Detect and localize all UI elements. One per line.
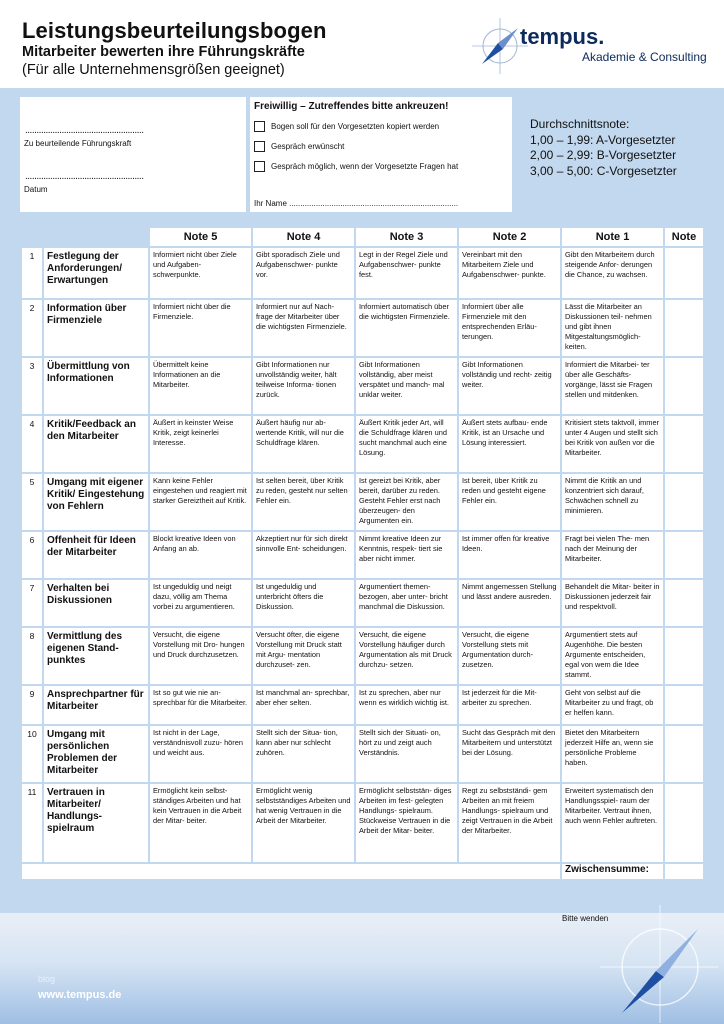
row-number: 6 <box>22 532 42 578</box>
name-label: Ihr Name <box>254 199 287 208</box>
rating-table <box>20 226 705 881</box>
rating-description-cell[interactable]: Argumentiert themen- bezogen, aber unter- bricht manchmal die Diskussion. <box>356 580 457 626</box>
brand-subtitle: Akademie & Consulting <box>582 50 707 64</box>
table-row <box>22 686 703 724</box>
rating-description-cell[interactable]: Ist ungeduldig und neigt dazu, völlig am Thema vorbei zu argumentieren. <box>150 580 251 626</box>
rating-description-cell[interactable]: Informiert nicht über Ziele und Aufgaben- schwerpunkte. <box>150 248 251 298</box>
footer-blog[interactable]: blog <box>38 974 56 984</box>
rating-description-cell[interactable]: Nimmt angemessen Stellung und lässt andere ausreden. <box>459 580 560 626</box>
note-entry-cell[interactable] <box>665 726 703 782</box>
header-note-3: Note 3 <box>356 228 457 246</box>
table-row <box>22 474 703 530</box>
row-number: 11 <box>22 784 42 862</box>
row-number: 4 <box>22 416 42 472</box>
average-label: Durchschnittsnote: <box>530 117 630 131</box>
rating-description-cell[interactable]: Blockt kreative Ideen von Anfang an ab. <box>150 532 251 578</box>
rating-description-cell[interactable]: Äußert stets aufbau- ende Kritik, ist an Ursache und Lösung interessiert. <box>459 416 560 472</box>
row-number: 8 <box>22 628 42 684</box>
table-row <box>22 248 703 298</box>
rating-description-cell[interactable]: Behandelt die Mitar- beiter in Diskussionen jederzeit fair und respektvoll. <box>562 580 663 626</box>
rating-description-cell[interactable]: Ist immer offen für kreative Ideen. <box>459 532 560 578</box>
criterion-label: Information über Firmenziele <box>44 300 148 356</box>
rating-description-cell[interactable]: Stellt sich der Situati- on, hört zu und zeigt auch Verständnis. <box>356 726 457 782</box>
rating-description-cell[interactable]: Äußert Kritik jeder Art, will die Schuldfrage klären und sucht manchmal auch eine Lösung. <box>356 416 457 472</box>
rating-description-cell[interactable]: Gibt Informationen vollständig und recht- zeitig weiter. <box>459 358 560 414</box>
rating-description-cell[interactable]: Ist zu sprechen, aber nur wenn es wirklich wichtig ist. <box>356 686 457 724</box>
rating-description-cell[interactable]: Legt in der Regel Ziele und Aufgabenschwer- punkte fest. <box>356 248 457 298</box>
rating-description-cell[interactable]: Äußert häufig nur ab- wertende Kritik, will nur die Schuldfrage klären. <box>253 416 354 472</box>
rating-description-cell[interactable]: Gibt sporadisch Ziele und Aufgabenschwer- punkte vor. <box>253 248 354 298</box>
subtotal-spacer <box>22 864 560 879</box>
header-note-5: Note 5 <box>150 228 251 246</box>
table-row <box>22 532 703 578</box>
rating-description-cell[interactable]: Informiert automatisch über die wichtigsten Firmenziele. <box>356 300 457 356</box>
rating-description-cell[interactable]: Vereinbart mit den Mitarbeitern Ziele und Aufgabenschwer- punkte. <box>459 248 560 298</box>
table-row <box>22 358 703 414</box>
note-entry-cell[interactable] <box>665 580 703 626</box>
rating-description-cell[interactable]: Gibt Informationen nur unvollständig weiter, hält teilweise Informa- tionen zurück. <box>253 358 354 414</box>
subtotal-row <box>22 864 703 879</box>
rating-description-cell[interactable]: Akzeptiert nur für sich direkt sinnvolle Ent- scheidungen. <box>253 532 354 578</box>
rating-description-cell[interactable]: Lässt die Mitarbeiter an Diskussionen teil- nehmen und gibt ihnen Mitgestaltungsmöglich- keiten. <box>562 300 663 356</box>
note-entry-cell[interactable] <box>665 474 703 530</box>
rating-description-cell[interactable]: Stellt sich der Situa- tion, kann aber nur schlecht zuhören. <box>253 726 354 782</box>
rating-description-cell[interactable]: Versucht, die eigene Vorstellung mit Dro- hungen und Druck durchzusetzen. <box>150 628 251 684</box>
header-note-4: Note 4 <box>253 228 354 246</box>
brand-name: tempus. <box>520 24 605 49</box>
criterion-label: Umgang mit persönlichen Problemen der Mitarbeiter <box>44 726 148 782</box>
table-row <box>22 416 703 472</box>
rating-description-cell[interactable]: Geht von selbst auf die Mitarbeiter zu und fragt, ob er helfen kann. <box>562 686 663 724</box>
note-entry-cell[interactable] <box>665 532 703 578</box>
rating-description-cell[interactable]: Ist jederzeit für die Mit- arbeiter zu sprechen. <box>459 686 560 724</box>
turn-over-note: Bitte wenden <box>562 914 609 923</box>
note-entry-cell[interactable] <box>665 248 703 298</box>
rating-description-cell[interactable]: Ermöglicht wenig selbstständiges Arbeiten und hat wenig Vertrauen in die Arbeit der Mitarbeiter. <box>253 784 354 862</box>
checkbox-label: Gespräch erwünscht <box>271 142 345 151</box>
table-row <box>22 784 703 862</box>
header <box>0 0 724 88</box>
rating-description-cell[interactable]: Bietet den Mitarbeitern jederzeit Hilfe an, wenn sie persönliche Probleme haben. <box>562 726 663 782</box>
rating-description-cell[interactable]: Ermöglicht selbststän- diges Arbeiten im fest- gelegten Handlungs- spielraum. Stückweise Vertrauen in die Arbeit der Mitar- beiter. <box>356 784 457 862</box>
note-entry-cell[interactable] <box>665 686 703 724</box>
average-line-c: 3,00 – 5,00: C-Vorgesetzter <box>530 163 677 178</box>
rating-description-cell[interactable]: Gibt Informationen vollständig, aber meist verspätet und manch- mal unklar weiter. <box>356 358 457 414</box>
note-entry-cell[interactable] <box>665 300 703 356</box>
row-number: 9 <box>22 686 42 724</box>
name-field[interactable] <box>254 199 458 208</box>
table-row <box>22 580 703 626</box>
date-label: Datum <box>24 185 48 194</box>
rating-description-cell[interactable]: Nimmt die Kritik an und konzentriert sich darauf, Schwächen schnell zu minimieren. <box>562 474 663 530</box>
checkbox-copy[interactable] <box>254 121 439 132</box>
criterion-label: Ansprechpartner für Mitarbeiter <box>44 686 148 724</box>
rating-description-cell[interactable]: Übermittelt keine Informationen an die Mitarbeiter. <box>150 358 251 414</box>
checkbox-icon[interactable] <box>254 161 265 172</box>
row-number: 2 <box>22 300 42 356</box>
row-number: 10 <box>22 726 42 782</box>
criterion-label: Festlegung der Anforderungen/ Erwartungen <box>44 248 148 298</box>
rating-description-cell[interactable]: Fragt bei vielen The- men nach der Meinung der Mitarbeiter. <box>562 532 663 578</box>
rating-description-cell[interactable]: Kritisiert stets taktvoll, immer unter 4 Augen und stellt sich bei Kritik von außen vor die Mitarbeiter. <box>562 416 663 472</box>
header-note-entry: Note <box>665 228 703 246</box>
average-line-b: 2,00 – 2,99: B-Vorgesetzter <box>530 148 677 162</box>
criterion-label: Umgang mit eigener Kritik/ Eingestehung von Fehlern <box>44 474 148 530</box>
rating-description-cell[interactable]: Ist so gut wie nie an- sprechbar für die Mitarbeiter. <box>150 686 251 724</box>
checkbox-icon[interactable] <box>254 121 265 132</box>
average-legend <box>530 117 677 179</box>
note-entry-cell[interactable] <box>665 784 703 862</box>
criterion-label: Kritik/Feedback an den Mitarbeiter <box>44 416 148 472</box>
compass-watermark-icon <box>600 905 718 1023</box>
page-title: Leistungsbeurteilungsbogen <box>22 18 327 43</box>
rating-description-cell[interactable]: Informiert die Mitarbei- ter über alle Geschäfts- vorgänge, lässt sie Fragen stellen und mitdenken. <box>562 358 663 414</box>
rating-description-cell[interactable]: Äußert in keinster Weise Kritik, zeigt keinerlei Interesse. <box>150 416 251 472</box>
rating-description-cell[interactable]: Informiert über alle Firmenziele mit den entsprechenden Erläu- terungen. <box>459 300 560 356</box>
rating-description-cell[interactable]: Erweitert systematisch den Handlungsspiel- raum der Mitarbeiter. Vertraut ihnen, auch wenn Fehler auftreten. <box>562 784 663 862</box>
subtotal-label: Zwischensumme: <box>562 864 663 879</box>
table-row <box>22 628 703 684</box>
footer-url[interactable]: www.tempus.de <box>38 989 122 1001</box>
row-number: 1 <box>22 248 42 298</box>
header-note-1: Note 1 <box>562 228 663 246</box>
rating-description-cell[interactable]: Informiert nicht über die Firmenziele. <box>150 300 251 356</box>
rating-description-cell[interactable]: Regt zu selbstständi- gem Arbeiten an mit freiem Handlungs- spielraum und zeigt Vertrauen in die Arbeit der Mitarbeiter. <box>459 784 560 862</box>
row-number: 7 <box>22 580 42 626</box>
voluntary-heading: Freiwillig – Zutreffendes bitte ankreuzen! <box>254 101 449 112</box>
criterion-label: Vertrauen in Mitarbeiter/ Handlungs- spielraum <box>44 784 148 862</box>
rating-description-cell[interactable]: Ist nicht in der Lage, verständnisvoll zuzu- hören und weicht aus. <box>150 726 251 782</box>
name-dots: ............................................................................ <box>289 199 459 208</box>
date-field[interactable]: .................................................... <box>25 171 144 182</box>
leader-info-box <box>20 97 246 212</box>
rating-description-cell[interactable]: Argumentiert stets auf Augenhöhe. Die besten Argumente entscheiden, egal von wem die Idee stammt. <box>562 628 663 684</box>
rating-description-cell[interactable]: Informiert nur auf Nach- frage der Mitarbeiter über die wichtigsten Firmenziele. <box>253 300 354 356</box>
page-note: (Für alle Unternehmensgrößen geeignet) <box>22 62 285 78</box>
criterion-label: Übermittlung von Informationen <box>44 358 148 414</box>
rating-description-cell[interactable]: Ist bereit, über Kritik zu reden und gesteht eigene Fehler ein. <box>459 474 560 530</box>
note-entry-cell[interactable] <box>665 628 703 684</box>
row-number: 3 <box>22 358 42 414</box>
checkbox-talk-wanted[interactable] <box>254 141 344 152</box>
criterion-label: Vermittlung des eigenen Stand- punktes <box>44 628 148 684</box>
rating-description-cell[interactable]: Kann keine Fehler eingestehen und reagiert mit starker Gereiztheit auf Kritik. <box>150 474 251 530</box>
leader-name-field[interactable]: .................................................... <box>25 125 144 136</box>
rating-description-cell[interactable]: Nimmt kreative Ideen zur Kenntnis, respek- tiert sie aber nicht immer. <box>356 532 457 578</box>
criterion-label: Offenheit für Ideen der Mitarbeiter <box>44 532 148 578</box>
leader-label: Zu beurteilende Führungskraft <box>24 139 132 148</box>
rating-description-cell[interactable]: Ermöglicht kein selbst- ständiges Arbeiten und hat kein Vertrauen in die Arbeit der Mitar- beiter. <box>150 784 251 862</box>
table-row <box>22 300 703 356</box>
page-subtitle: Mitarbeiter bewerten ihre Führungskräfte <box>22 44 305 60</box>
rating-description-cell[interactable]: Versucht öfter, die eigene Vorstellung mit Druck statt mit Argu- mentation durchzuset- zen. <box>253 628 354 684</box>
checkbox-label: Bogen soll für den Vorgesetzten kopiert werden <box>271 122 440 131</box>
criterion-label: Verhalten bei Diskussionen <box>44 580 148 626</box>
average-line-a: 1,00 – 1,99: A-Vorgesetzter <box>530 132 676 147</box>
rating-description-cell[interactable]: Versucht, die eigene Vorstellung stets mit Argumentation durch- zusetzen. <box>459 628 560 684</box>
table-row <box>22 726 703 782</box>
row-number: 5 <box>22 474 42 530</box>
checkbox-icon[interactable] <box>254 141 265 152</box>
rating-description-cell[interactable]: Sucht das Gespräch mit den Mitarbeitern und unterstützt bei der Lösung. <box>459 726 560 782</box>
voluntary-box <box>250 97 512 212</box>
rating-description-cell[interactable]: Gibt den Mitarbeitern durch steigende Anfor- derungen die Chance, zu wachsen. <box>562 248 663 298</box>
note-entry-cell[interactable] <box>665 358 703 414</box>
rating-description-cell[interactable]: Ist manchmal an- sprechbar, aber eher selten. <box>253 686 354 724</box>
rating-description-cell[interactable]: Ist ungeduldig und unterbricht öfters die Diskussion. <box>253 580 354 626</box>
rating-description-cell[interactable]: Ist gereizt bei Kritik, aber bereit, darüber zu reden. Gesteht Fehler erst nach überzeugen- den Argumenten ein. <box>356 474 457 530</box>
checkbox-label: Gespräch möglich, wenn der Vorgesetzte Fragen hat <box>271 162 459 171</box>
rating-description-cell[interactable]: Ist selten bereit, über Kritik zu reden, gesteht nur selten Fehler ein. <box>253 474 354 530</box>
subtotal-field[interactable] <box>665 864 703 879</box>
note-entry-cell[interactable] <box>665 416 703 472</box>
header-note-2: Note 2 <box>459 228 560 246</box>
rating-description-cell[interactable]: Versucht, die eigene Vorstellung häufiger durch Argumentation als mit Druck durchzu- setzen. <box>356 628 457 684</box>
checkbox-talk-possible[interactable] <box>254 161 458 172</box>
